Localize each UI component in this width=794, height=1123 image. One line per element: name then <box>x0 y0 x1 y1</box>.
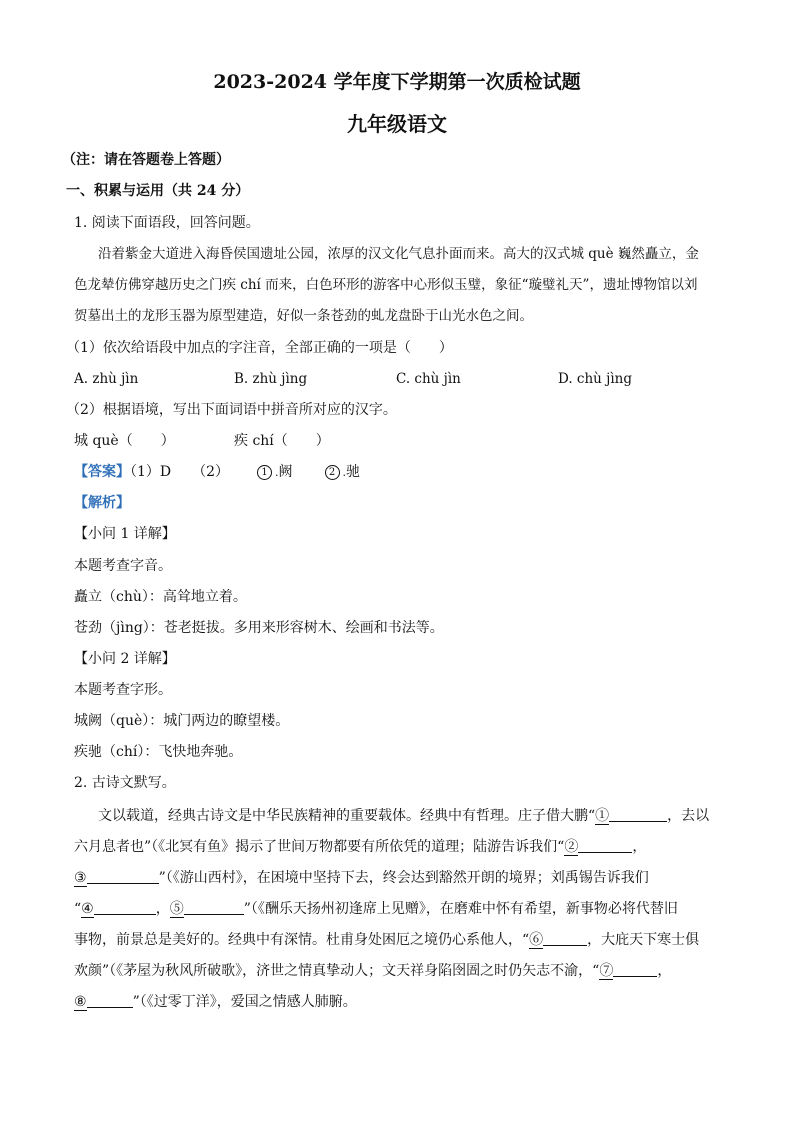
sub2-detail-line: 本题考查字形。 <box>74 682 172 698</box>
sub1-detail-line: 本题考查字音。 <box>74 558 172 574</box>
q2-paragraph-line-3: ③ ”（《游山西村》，在困境中坚持下去，终会达到豁然开朗的境界；刘禹锡告诉我们 <box>74 867 649 888</box>
sub2-detail-heading: 【小问 2 详解】 <box>74 651 176 667</box>
blank-7 <box>613 960 657 977</box>
option-c: C. chù jìn <box>396 371 461 387</box>
sub1-detail-line: 苍劲（jìng）：苍老挺拔。多用来形容树木、绘画和书法等。 <box>74 620 444 636</box>
sub1-detail-heading: 【小问 1 详解】 <box>74 526 176 542</box>
blank-1 <box>609 805 667 822</box>
q2-paragraph-line-7: ⑧ ”（《过零丁洋》，爱国之情感人肺腑。 <box>74 991 357 1012</box>
blank-marker-1: ① <box>595 808 610 824</box>
blank-marker-7: ⑦ <box>599 963 614 979</box>
fill-que: 城 què（ ） <box>74 433 175 449</box>
blank-marker-4: ④ <box>81 901 94 917</box>
blank-marker-8: ⑧ <box>74 994 87 1010</box>
q2-paragraph-line-4: “④ ，⑤ ”（《酬乐天扬州初逢席上见赠》，在磨难中怀有希望，新事物必将代替旧 <box>74 898 678 919</box>
blank-marker-3: ③ <box>74 870 87 886</box>
blank-3 <box>87 867 159 884</box>
option-d: D. chù jìng <box>558 371 633 387</box>
q2-paragraph-line-5: 事物，前景总是美好的。经典中有深情。杜甫身处困厄之境仍心系他人，“⑥ ，大庇天下寒士俱 <box>74 929 699 950</box>
blank-2 <box>578 836 632 853</box>
question-2-stem: 2. 古诗文默写。 <box>74 775 176 791</box>
answer-line: 【答案】（1）D （2） 1 .阙 2 .驰 <box>74 464 361 480</box>
sub2-detail-line: 疾驰（chí）：飞快地奔驰。 <box>74 744 243 760</box>
blank-6 <box>543 929 587 946</box>
blank-8 <box>87 991 133 1008</box>
answer-mark-1: 1 <box>257 465 272 480</box>
fill-chi: 疾 chí（ ） <box>234 433 330 449</box>
page-subtitle: 九年级语文 <box>347 112 447 136</box>
section-heading: 一、积累与运用（共 24 分） <box>66 183 250 199</box>
subquestion-2: （2）根据语境，写出下面词语中拼音所对应的汉字。 <box>66 402 397 418</box>
blank-marker-6: ⑥ <box>529 932 544 948</box>
q2-paragraph-line-1: 文以载道，经典古诗文是中华民族精神的重要载体。经典中有哲理。庄子借大鹏“① ，去以 <box>98 805 709 826</box>
passage-line-3: 贺墓出土的龙形玉器为原型建造，好似一条苍劲的虬龙盘卧于山光水色之间。 <box>74 308 533 324</box>
passage-line-2: 色龙辇仿佛穿越历史之门疾 chí 而来，白色环形的游客中心形似玉璧，象征“璇璧礼天”，遗址博物馆以刘 <box>74 277 698 293</box>
blank-5 <box>184 898 244 915</box>
page-title: 2023-2024 学年度下学期第一次质检试题 <box>213 71 581 93</box>
subquestion-1: （1）依次给语段中加点的字注音，全部正确的一项是（ ） <box>66 340 453 356</box>
blank-4 <box>94 898 156 915</box>
sub1-detail-line: 矗立（chù）：高耸地立着。 <box>74 589 247 605</box>
question-1-stem: 1. 阅读下面语段，回答问题。 <box>74 215 260 231</box>
sub2-detail-line: 城阙（què）：城门两边的瞭望楼。 <box>74 713 290 729</box>
analysis-label: 【解析】 <box>74 495 130 511</box>
option-a: A. zhù jìn <box>74 371 139 387</box>
blank-marker-5: ⑤ <box>169 901 184 917</box>
q2-paragraph-line-6: 欢颜”（《茅屋为秋风所破歌》，济世之情真挚动人；文天祥身陷囹圄之时仍矢志不渝，“⑦ ， <box>74 960 671 981</box>
answer-label: 【答案】 <box>74 464 130 480</box>
answer-char-2: 驰 <box>346 464 361 480</box>
answer-text: （1）D （2） <box>130 464 230 480</box>
exam-note: （注：请在答题卷上答题） <box>62 152 230 168</box>
passage-line-1: 沿着紫金大道进入海昏侯国遗址公园，浓厚的汉文化气息扑面而来。高大的汉式城 què 巍然矗立，金 <box>98 246 699 262</box>
option-b: B. zhù jìng <box>234 371 308 387</box>
answer-mark-2: 2 <box>325 465 340 480</box>
q2-paragraph-line-2: 六月息者也”（《北冥有鱼》揭示了世间万物都要有所依凭的道理；陆游告诉我们“② ， <box>74 836 646 857</box>
answer-char-1: 阙 <box>278 464 293 480</box>
blank-marker-2: ② <box>564 839 579 855</box>
